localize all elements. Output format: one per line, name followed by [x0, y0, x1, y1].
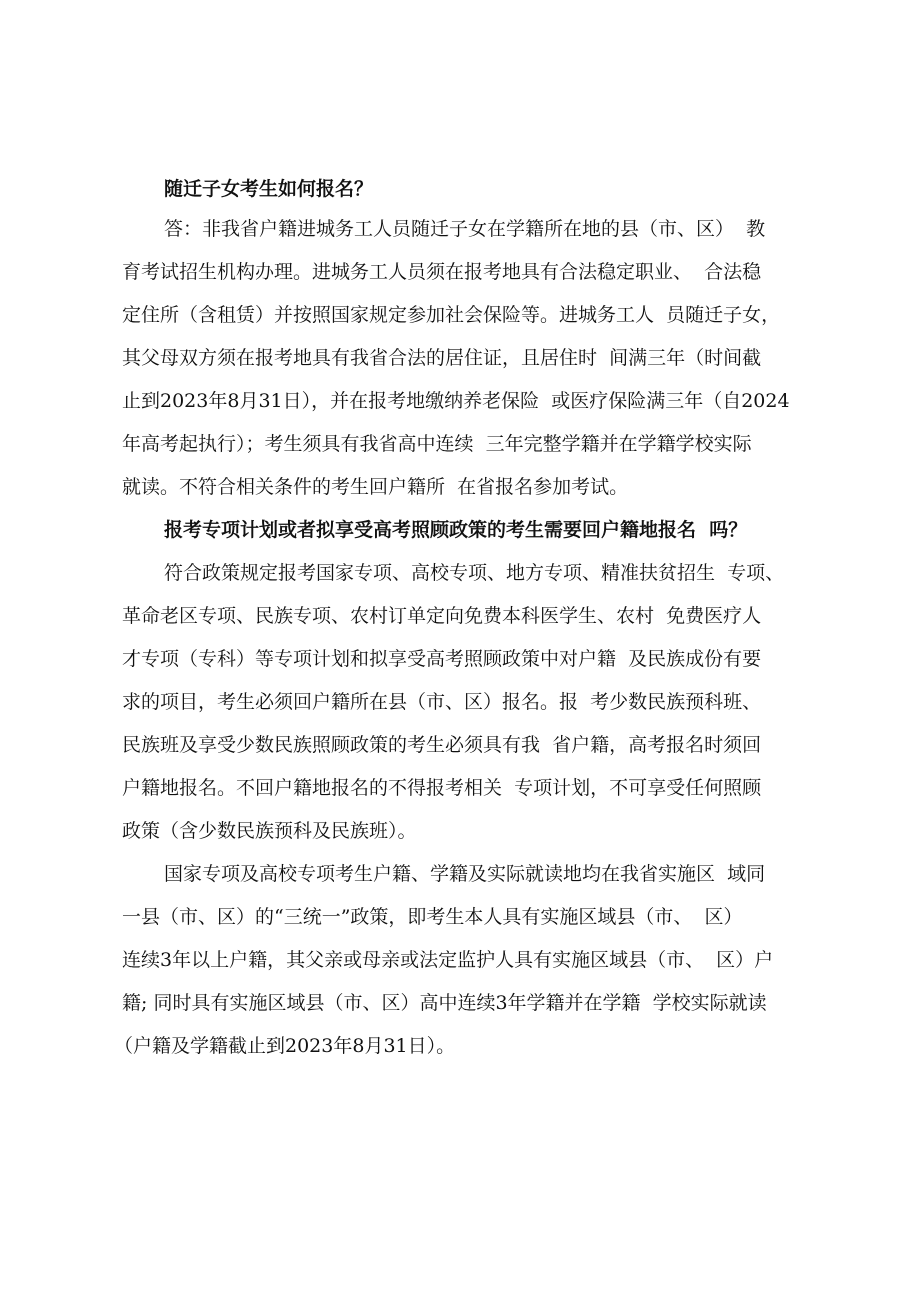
answer-2-line-2: 革命老区专项、民族专项、农村订单定向免费本科医学生、农村 免费医疗人: [122, 605, 762, 627]
paragraph-3-line-1: 国家专项及高校专项考生户籍、学籍及实际就读地均在我省实施区 域同: [164, 863, 766, 885]
answer-1-line-7: 就读。不符合相关条件的考生回户籍所 在省报名参加考试。: [122, 476, 629, 498]
answer-2-line-5: 民族班及享受少数民族照顾政策的考生必须具有我 省户籍，高考报名时须回: [122, 734, 762, 756]
question-heading-2: 报考专项计划或者拟享受高考照顾政策的考生需要回户籍地报名 吗？: [164, 519, 748, 541]
answer-2-line-6: 户籍地报名。不回户籍地报名的不得报考相关 专项计划，不可享受任何照顾: [122, 777, 762, 799]
answer-1-line-4: 其父母双方须在报考地具有我省合法的居住证，且居住时 间满三年（时间截: [122, 347, 762, 369]
paragraph-3-line-5: （户籍及学籍截止到2023年8月31日）。: [114, 1035, 456, 1057]
question-heading-1: 随迁子女考生如何报名？: [164, 178, 374, 200]
answer-1-line-6: 年高考起执行）；考生须具有我省高中连续 三年完整学籍并在学籍学校实际: [122, 433, 752, 455]
answer-1-line-5: 止到2023年8月31日），并在报考地缴纳养老保险 或医疗保险满三年（自2024: [122, 390, 790, 412]
paragraph-3-line-3: 连续3年以上户籍，其父亲或母亲或法定监护人具有实施区域县（市、 区）户: [122, 949, 774, 971]
answer-1-line-3: 定住所（含租赁）并按照国家规定参加社会保险等。进城务工人 员随迁子女，: [122, 304, 781, 326]
answer-2-line-1: 符合政策规定报考国家专项、高校专项、地方专项、精准扶贫招生 专项、: [164, 562, 785, 584]
answer-2-line-3: 才专项（专科）等专项计划和拟享受高考照顾政策中对户籍 及民族成份有要: [122, 648, 762, 670]
paragraph-3-line-2: 一县（市、区）的“三统一”政策，即考生本人具有实施区域县（市、 区）: [122, 906, 743, 928]
answer-2-line-7: 政策（含少数民族预科及民族班）。: [122, 820, 417, 842]
paragraph-3-line-4: 籍; 同时具有实施区域县（市、区）高中连续3年学籍并在学籍 学校实际就读: [122, 992, 767, 1014]
answer-1-line-1: 答：非我省户籍进城务工人员随迁子女在学籍所在地的县（市、区） 教: [164, 218, 766, 240]
answer-1-line-2: 育考试招生机构办理。进城务工人员须在报考地具有合法稳定职业、 合法稳: [122, 261, 762, 283]
answer-2-line-4: 求的项目，考生必须回户籍所在县（市、区）报名。报 考少数民族预科班、: [122, 691, 762, 713]
